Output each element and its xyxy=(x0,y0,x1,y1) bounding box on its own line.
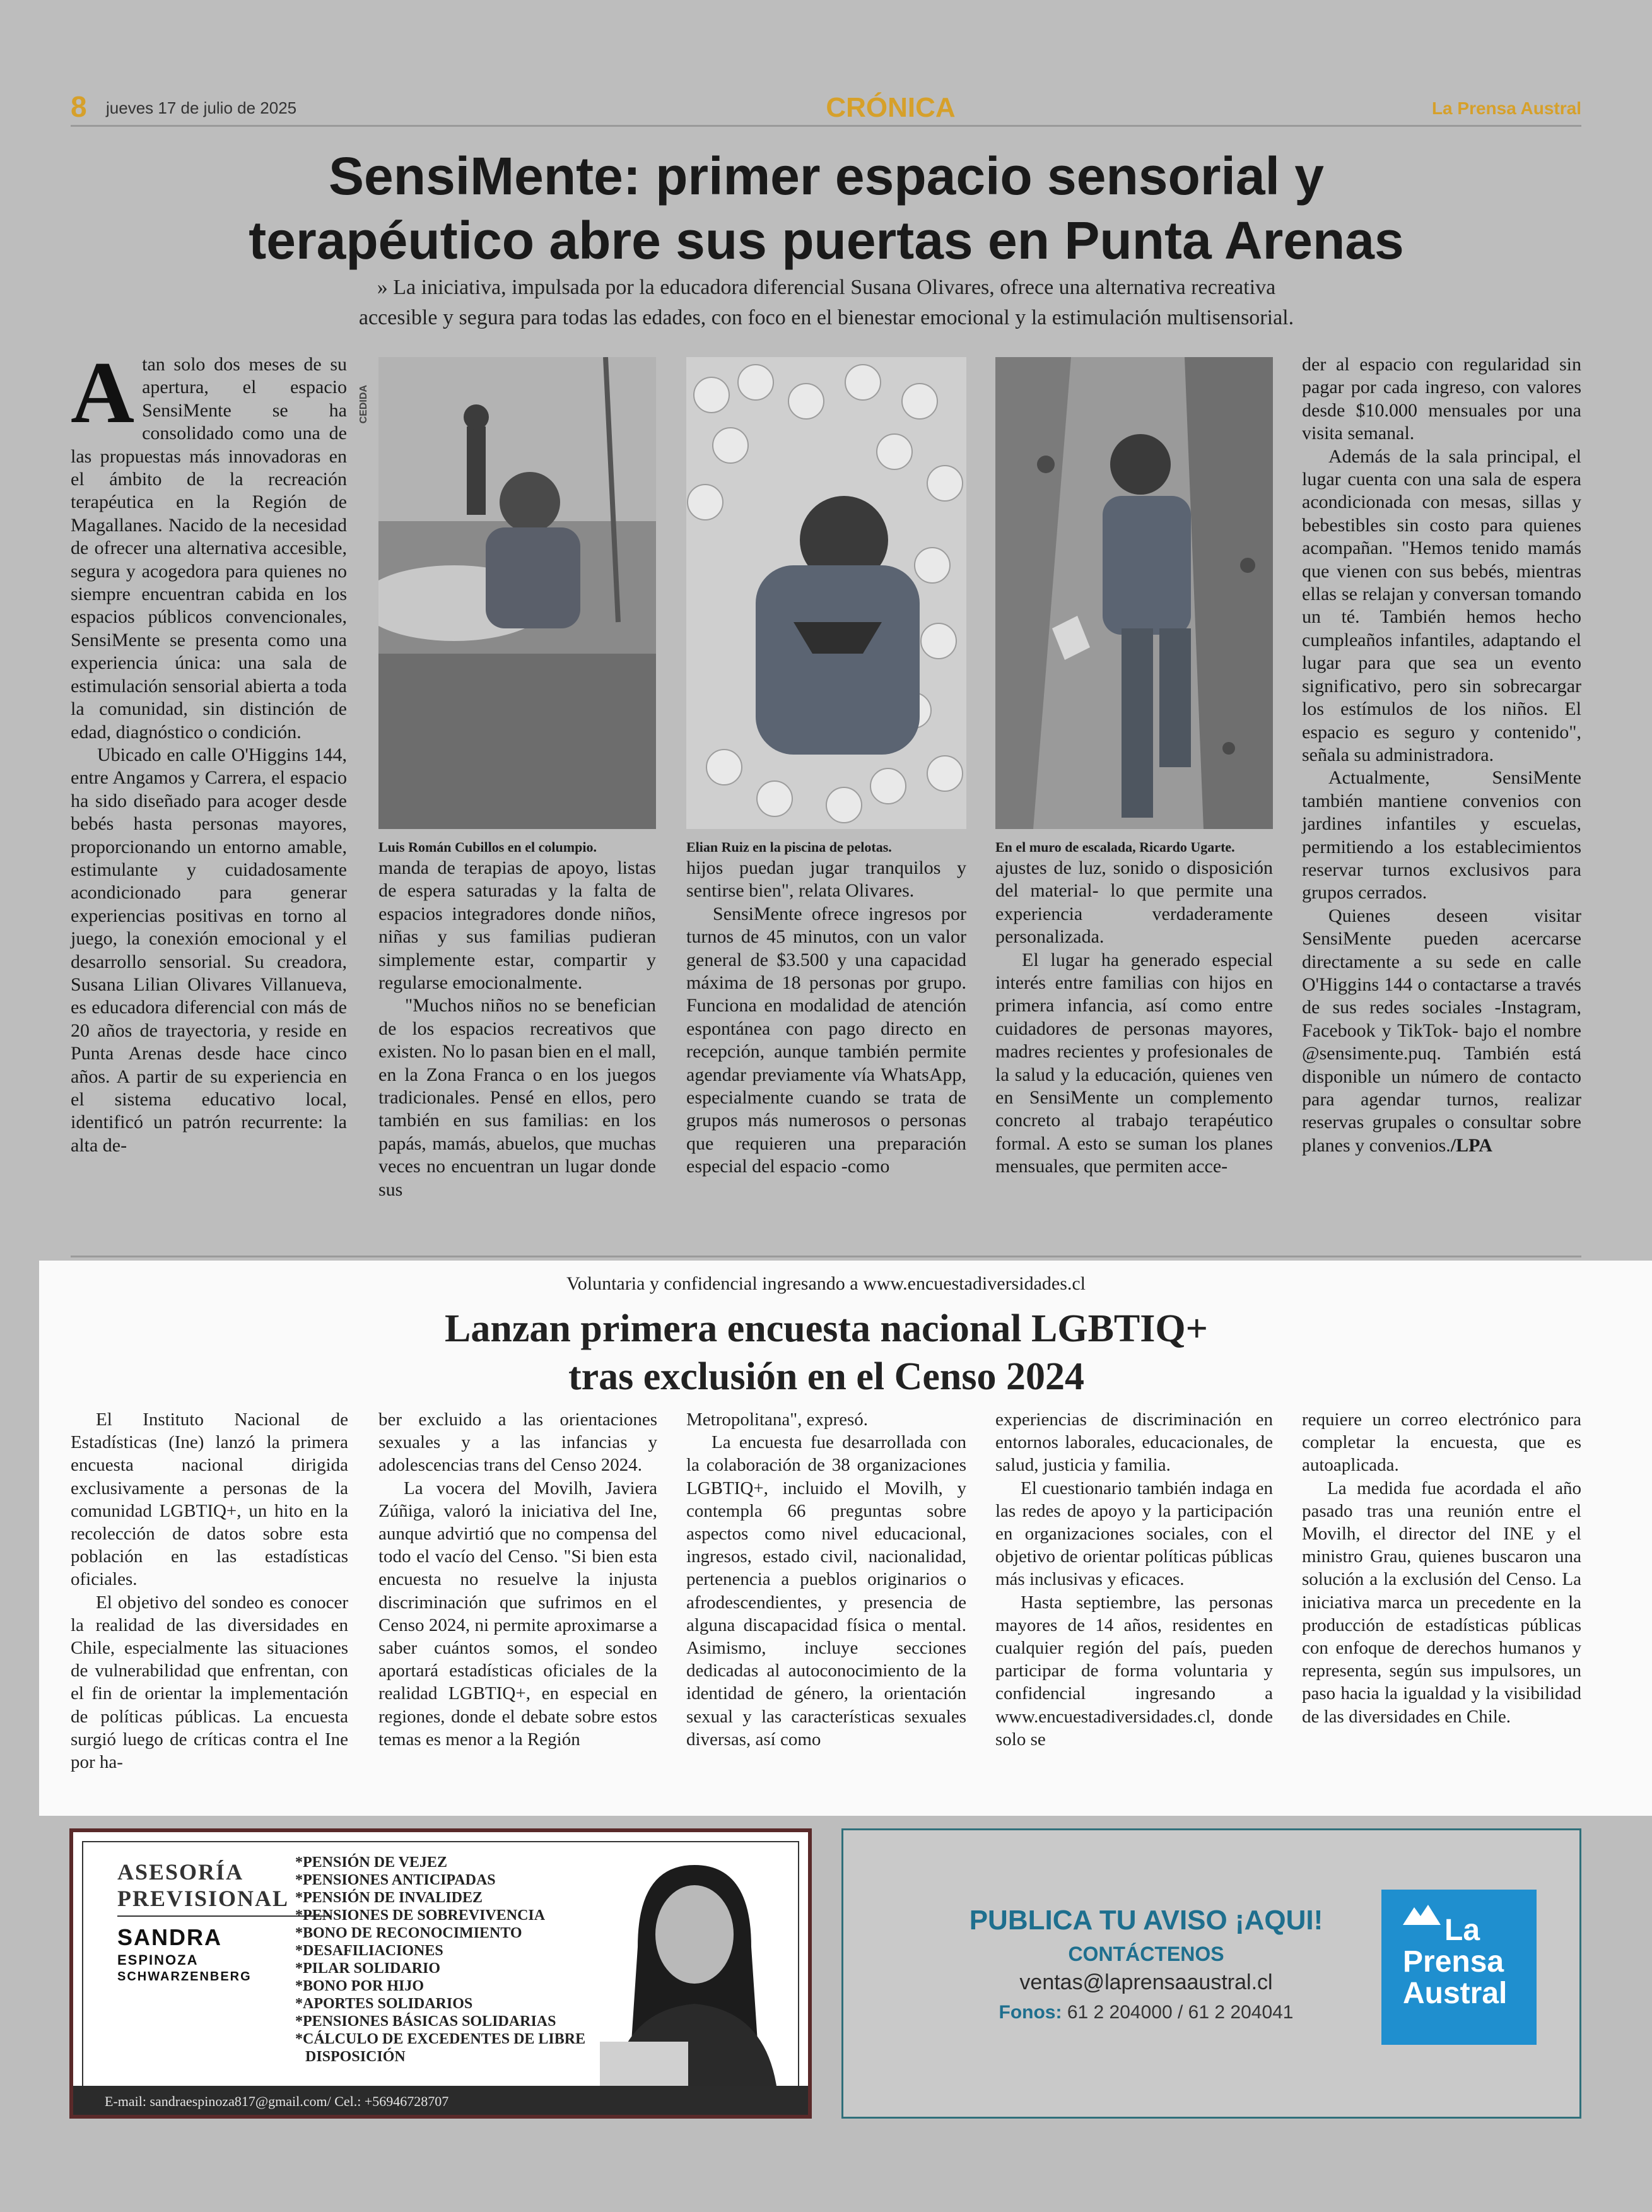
article1-column-5 xyxy=(1302,353,1581,1157)
article-divider xyxy=(71,1256,1581,1257)
photo-climbing-wall xyxy=(995,357,1273,829)
article1-paragraph: der al espacio con regularidad sin pagar por cada ingreso, con valores desde $10.000 mensuales por una visita semanal. xyxy=(1302,354,1581,444)
ad2-phones-label: Fonos: xyxy=(999,2002,1062,2023)
photo-caption-1: Luis Román Cubillos en el columpio. xyxy=(378,839,597,855)
logo-line1: La xyxy=(1444,1914,1480,1947)
article2-column-3 xyxy=(686,1408,966,1751)
article2-paragraph: El cuestionario también indaga en las redes de apoyo y la participación en organizaciones sociales, con el objetivo de orientar políticas públicas más inclusivas y eficaces. xyxy=(995,1478,1273,1590)
ad-service-item: *PENSIÓN DE INVALIDEZ xyxy=(295,1890,483,1906)
ad-service-item: *PENSIONES ANTICIPADAS xyxy=(295,1872,496,1888)
article1-paragraph: "Muchos niños no se benefician de los espacios recreativos que existen. No lo pasan bien en el mall, en la Zona Franca o en los juegos tradicionales. Pensé en ellos, pero también en sus familias: en los papás, mamás, abuelos, que muchas veces no encuentran un lugar donde sus xyxy=(378,995,656,1200)
article2-paragraph: La vocera del Movilh, Javiera Zúñiga, valoró la iniciativa del Ine, aunque advirtió que no compensa del todo el vacío del Censo. "Si bien esta encuesta no resuelve la injusta discriminación que sufrimos en el Censo 2024, ni permite aproximarse a saber cuántos somos, el sondeo aportará estadísticas oficiales de la realidad LGBTIQ+, en especial en regiones, donde el debate sobre estos temas es menor a la Región xyxy=(378,1478,657,1750)
ad-title-line2: PREVISIONAL xyxy=(117,1886,290,1911)
ad-footer-bar xyxy=(73,2086,808,2115)
article1-paragraph: Además de la sala principal, el lugar cuenta con una sala de espera acondicionada con mesas, sillas y bebestibles sin costo para quienes acompañan. "Hemos tenido mamás que vienen con sus bebés, mientras ellas se relajan y conversan tomando un té. También hemos hecho cumpleaños infantiles, adaptando el lugar para que sea un evento significativo, pero sin sobrecargar los estímulos de los niños. El espacio es seguro y contenido", señala su administradora. xyxy=(1302,445,1581,765)
article1-paragraph: manda de terapias de apoyo, listas de espera saturadas y la falta de espacios integradores donde niños, niñas y sus familias pudieran simplemente estar, compartir y regularse emocionalmente. xyxy=(378,857,656,994)
article2-paragraph: Hasta septiembre, las personas mayores de 14 años, residentes en cualquier región del país, pueden participar de forma voluntaria y confidencial ingresando a www.encuestadiversidades.cl, donde solo se xyxy=(995,1592,1273,1750)
article1-headline xyxy=(139,144,1514,273)
ad-service-item: *BONO POR HIJO xyxy=(295,1978,425,1994)
ad-portrait xyxy=(600,1852,789,2086)
advertisement-publish-your-ad[interactable] xyxy=(841,1828,1581,2119)
advertisement-pension-advisor[interactable] xyxy=(69,1828,812,2119)
article1-paragraph: Actualmente, SensiMente también mantiene convenios con jardines infantiles y escuelas, permitiendo a los establecimientos reservar turnos exclusivos para grupos cerrados. xyxy=(1302,767,1581,903)
ad2-subhead: CONTÁCTENOS xyxy=(1068,1943,1224,1965)
article1-deck-line1: » La iniciativa, impulsada por la educadora diferencial Susana Olivares, ofrece una alternativa recreativa xyxy=(377,276,1276,299)
article1-paragraph: tan solo dos meses de su apertura, el espacio SensiMente se ha consolidado como una de las propuestas más innovadoras en el ámbito de la recreación terapéutica en la Región de Magallanes. Nacido de la necesidad de ofrecer una alternativa accesible, segura y acogedora para quienes no siempre encuentran cabida en los espacios públicos convencionales, SensiMente se presenta como una experiencia única: una sala de estimulación sensorial abierta a toda la comunidad, sin distinción de edad, diagnóstico o condición. xyxy=(71,354,347,743)
article1-deck xyxy=(88,273,1564,333)
article1-paragraph: El lugar ha generado especial interés entre familias con hijos en primera infancia, así como entre cuidadores de personas mayores, madres recientes y profesionales de la salud y la educación, quienes ven en SensiMente un complemento concreto al trabajo terapéutico formal. A esto se suman los planes mensuales, que permiten acce- xyxy=(995,949,1273,1177)
ad2-email[interactable]: ventas@laprensaaustral.cl xyxy=(1019,1970,1273,1994)
photo-caption-3: En el muro de escalada, Ricardo Ugarte. xyxy=(995,839,1235,855)
ad-service-item: *PILAR SOLIDARIO xyxy=(295,1960,441,1977)
newspaper-logo xyxy=(1381,1890,1537,2045)
article1-paragraph: Ubicado en calle O'Higgins 144, entre Angamos y Carrera, el espacio ha sido diseñado para acoger desde bebés hasta personas mayores, proporcionando un entorno amable, estimulante y cuidadosamente acondicionado para generar experiencias positivas en torno al juego, la conexión emocional y el desarrollo sensorial. Su creadora, Susana Lilian Olivares Villanueva, es educadora diferencial con más de 20 años de trayectoria, y reside en Punta Arenas desde hace cinco años. A partir de su experiencia en el sistema educativo local, identificó un patrón recurrente: la alta de- xyxy=(71,744,347,1156)
ad-services-list xyxy=(295,1854,585,2066)
article1-column-1 xyxy=(71,344,347,1157)
article1-column-4 xyxy=(995,857,1273,1179)
article2-kicker: Voluntaria y confidencial ingresando a www.encuestadiversidades.cl xyxy=(566,1273,1086,1294)
article2-headline-line1: Lanzan primera encuesta nacional LGBTIQ+ xyxy=(445,1307,1208,1350)
ad-title-line1: ASESORÍA xyxy=(117,1859,244,1885)
section-name: CRÓNICA xyxy=(826,92,956,123)
ad-title xyxy=(117,1859,289,1912)
article2-paragraph: Metropolitana", expresó. xyxy=(686,1409,869,1430)
ad-service-item: *PENSIONES DE SOBREVIVENCIA xyxy=(295,1907,546,1924)
page-date: jueves 17 de julio de 2025 xyxy=(106,98,297,117)
ad-service-item: *BONO DE RECONOCIMIENTO xyxy=(295,1925,522,1941)
ad-service-item: DISPOSICIÓN xyxy=(305,2049,406,2065)
page-header xyxy=(71,90,1581,127)
article2-paragraph: requiere un correo electrónico para completar la encuesta, que es autoaplicada. xyxy=(1302,1409,1581,1476)
article2-column-4 xyxy=(995,1408,1273,1751)
article2-paragraph: El objetivo del sondeo es conocer la realidad de las diversidades en Chile, especialmente las situaciones de vulnerabilidad que enfrentan, con el fin de orientar la implementación de políticas públicas. La encuesta surgió luego de críticas contra el Ine por ha- xyxy=(71,1592,348,1773)
article2-paragraph: El Instituto Nacional de Estadísticas (Ine) lanzó la primera encuesta nacional dirigida exclusivamente a personas de la comunidad LGBTIQ+, un hito en la recolección de datos sobre esta población en las estadísticas oficiales. xyxy=(71,1409,348,1590)
ad-service-item: *PENSIÓN DE VEJEZ xyxy=(295,1854,447,1871)
photo-credit: CEDIDA xyxy=(358,385,369,424)
article2-headline-line2: tras exclusión en el Censo 2024 xyxy=(568,1355,1085,1398)
logo-line3: Austral xyxy=(1403,1977,1508,2010)
mountain-icon xyxy=(1403,1903,1441,1925)
photo-caption-2: Elian Ruiz en la piscina de pelotas. xyxy=(686,839,892,855)
ad-name: SANDRA xyxy=(117,1924,223,1950)
article2-paragraph: experiencias de discriminación en entornos laborales, educacionales, de salud, justicia y familia. xyxy=(995,1409,1273,1476)
article1-deck-line2: accesible y segura para todas las edades, con foco en el bienestar emocional y la estimulación multisensorial. xyxy=(358,306,1294,329)
article2-paragraph: La medida fue acordada el año pasado tras una reunión entre el Movilh, el director del INE y el ministro Grau, quienes buscaron una solución a la exclusión del Censo. La iniciativa marca un precedente en la producción de estadísticas públicas con enfoque de derechos humanos y representa, según sus impulsores, un paso hacia la igualdad y la visibilidad de las diversidades en Chile. xyxy=(1302,1478,1581,1727)
logo-line2: Prensa xyxy=(1403,1945,1504,1979)
article2-column-5 xyxy=(1302,1408,1581,1728)
photo-swing xyxy=(378,357,656,829)
article1-paragraph xyxy=(1302,905,1581,1157)
article1-paragraph: hijos puedan jugar tranquilos y sentirse bien", relata Olivares. xyxy=(686,857,966,902)
article1-paragraph-text: Quienes deseen visitar SensiMente pueden acercarse directamente a su sede en calle O'Higgins 144 o contactarse a través de sus redes sociales -Instagram, Facebook y TikTok- bajo el nombre @sensimente.puq. También está disponible un número de contacto para agendar turnos, realizar reservas grupales o consultar sobre planes y convenios. xyxy=(1302,905,1581,1156)
photo-ball-pit xyxy=(686,357,966,829)
ad-service-item: *APORTES SOLIDARIOS xyxy=(295,1996,473,2012)
newspaper-name: La Prensa Austral xyxy=(1431,98,1581,118)
article1-paragraph: ajustes de luz, sonido o disposición del material- lo que permite una experiencia verdaderamente personalizada. xyxy=(995,857,1273,948)
article2-column-2 xyxy=(378,1408,657,1751)
article1-headline-line1: SensiMente: primer espacio sensorial y xyxy=(329,146,1324,206)
ad2-phones xyxy=(925,2002,1367,2023)
article-signature: /LPA xyxy=(1450,1134,1492,1156)
article1-column-2 xyxy=(378,857,656,1201)
ad-service-item: *CÁLCULO DE EXCEDENTES DE LIBRE xyxy=(295,2031,586,2047)
ad-contact[interactable]: E-mail: sandraespinoza817@gmail.com/ Cel.: +56946728707 xyxy=(105,2093,449,2109)
ad2-phones-value: 61 2 204000 / 61 2 204041 xyxy=(1067,2002,1294,2023)
drop-cap: A xyxy=(71,344,135,442)
article1-paragraph: SensiMente ofrece ingresos por turnos de 45 minutos, con un valor general de $3.500 y una capacidad máxima de 18 personas por grupo. Funciona en modalidad de atención espontánea con pago directo en recepción, aunque también permite agendar previamente vía WhatsApp, especialmente cuando se trata de grupos más numerosos o personas que requieren una preparación especial del espacio -como xyxy=(686,903,966,1177)
ad-surname-2: SCHWARZENBERG xyxy=(117,1970,252,1984)
article2-paragraph: ber excluido a las orientaciones sexuales y a las infancias y adolescencias trans del Censo 2024. xyxy=(378,1409,657,1476)
article2-column-1 xyxy=(71,1408,348,1774)
ad-service-item: *PENSIONES BÁSICAS SOLIDARIAS xyxy=(295,2013,556,2030)
article1-headline-line2: terapéutico abre sus puertas en Punta Arenas xyxy=(249,211,1404,270)
article2-paragraph: La encuesta fue desarrollada con la colaboración de 38 organizaciones LGBTIQ+, incluido el Movilh, y contempla 66 preguntas sobre aspectos como nivel educacional, ingresos, estado civil, nacionalidad, pertenencia a pueblos originarios o afrodescendientes, y presencia de alguna discapacidad física o mental. Asimismo, incluye secciones dedicadas al autoconocimiento de la identidad de género, la orientación sexual y las características sexuales diversas, así como xyxy=(686,1432,966,1750)
ad-service-item: *DESAFILIACIONES xyxy=(295,1943,443,1959)
ad2-headline: PUBLICA TU AVISO ¡AQUI! xyxy=(969,1905,1323,1936)
ad-surname-1: ESPINOZA xyxy=(117,1952,199,1968)
page-number: 8 xyxy=(71,90,87,123)
article2-headline xyxy=(252,1305,1400,1401)
article1-column-3 xyxy=(686,857,966,1179)
